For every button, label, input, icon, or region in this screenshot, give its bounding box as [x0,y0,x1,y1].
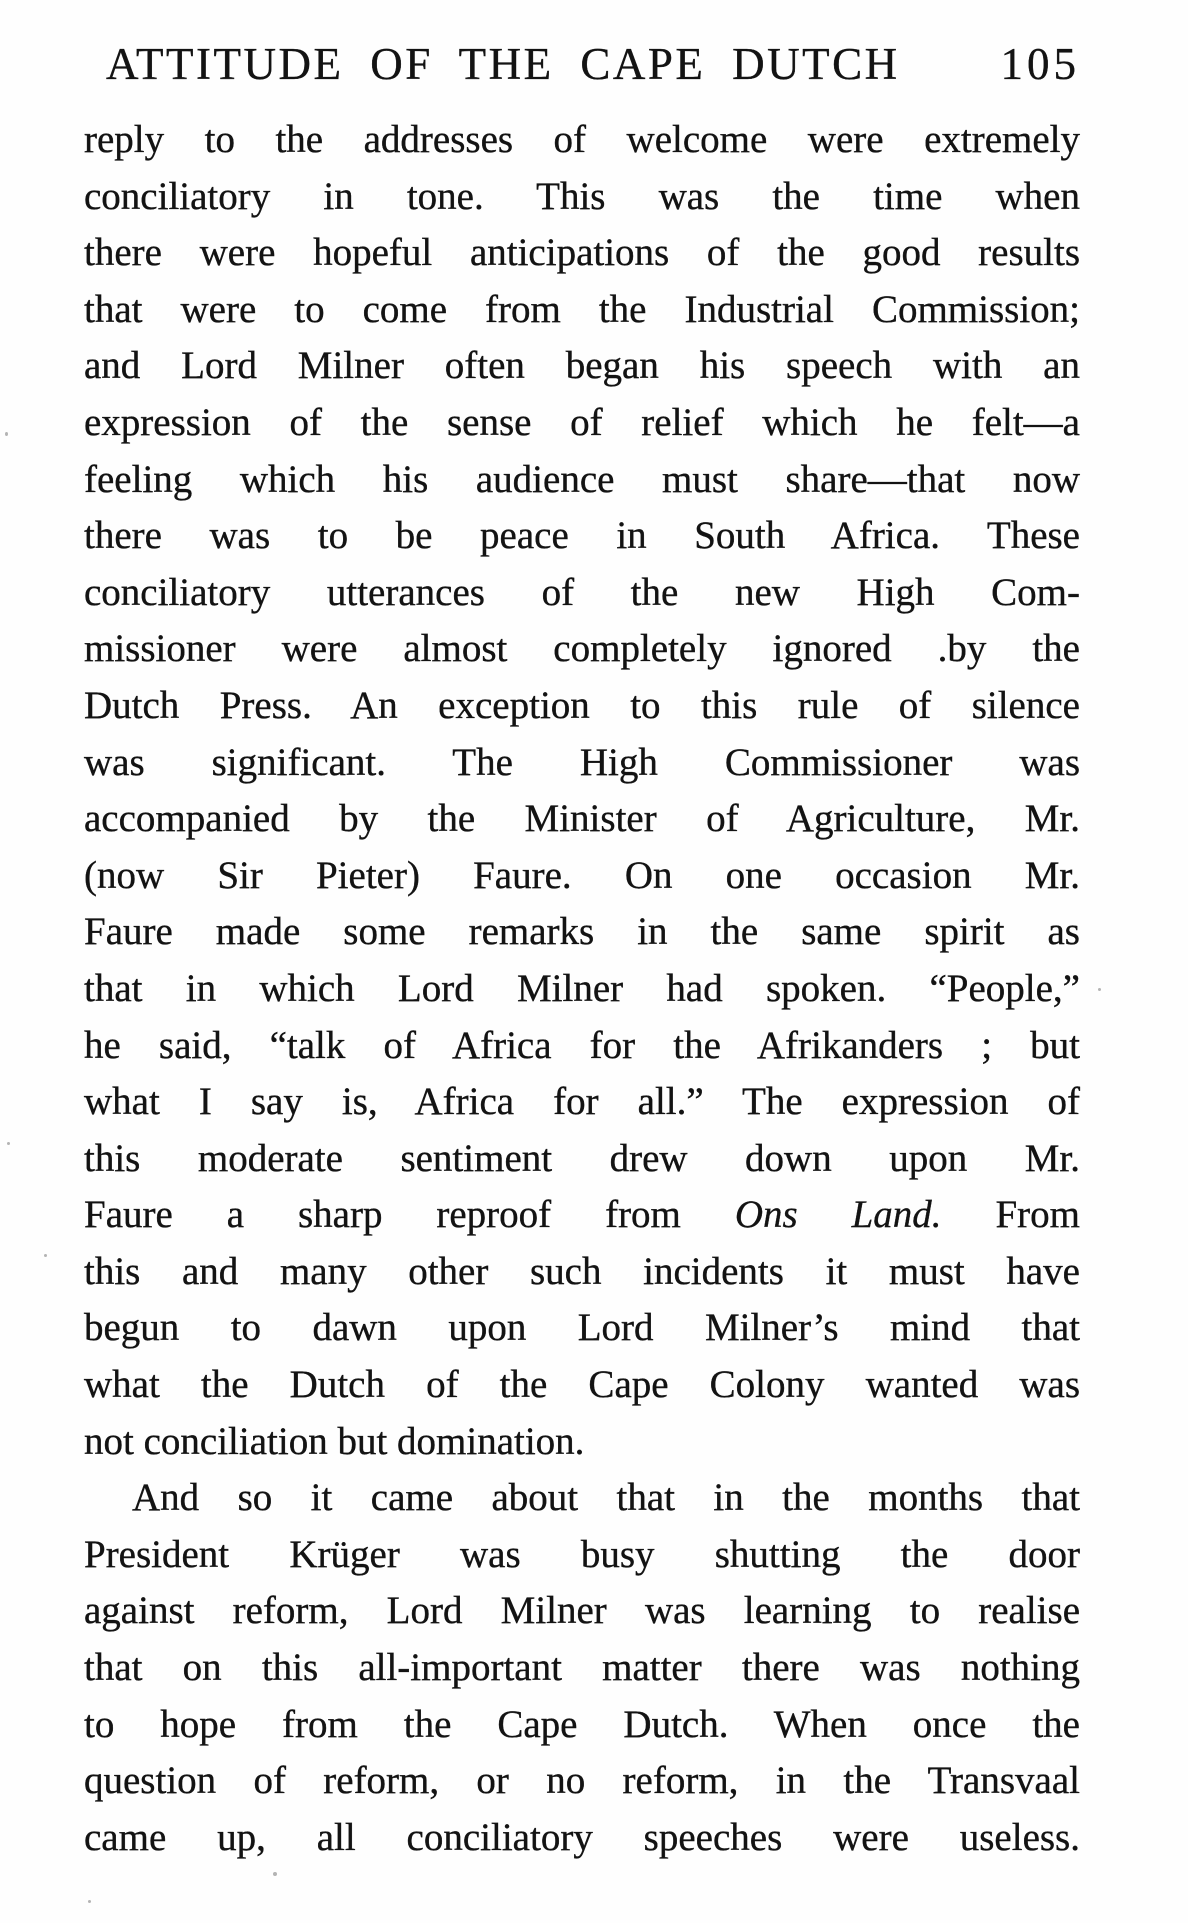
text-line: Dutch Press. An exception to this rule of silence [84,683,1080,727]
text-line: to hope from the Cape Dutch. When once the [84,1702,1080,1746]
scan-speck [273,1872,277,1876]
text-line: expression of the sense of relief which he felt—a [84,400,1080,444]
text-line: this and many other such incidents it must have [84,1249,1080,1293]
text-line: he said, “talk of Africa for the Afrikanders ; but [84,1023,1080,1067]
ons-land-post: From [941,1193,1080,1237]
text-line: conciliatory utterances of the new High Com- [84,570,1080,614]
text-line-ons-land [84,1187,1080,1244]
scan-speck [7,1142,10,1145]
text-line: that were to come from the Industrial Commission; [84,287,1080,331]
text-line: what I say is, Africa for all.” The expression of [84,1080,1080,1124]
header-title: ATTITUDE OF THE CAPE DUTCH [106,39,900,89]
ons-land-italic: Ons Land. [734,1193,942,1237]
scan-speck [1098,988,1101,991]
text-line: and Lord Milner often began his speech with an [84,344,1080,388]
page-body [84,112,1080,1866]
text-line: against reform, Lord Milner was learning to realise [84,1589,1080,1633]
text-line: missioner were almost completely ignored .by the [84,627,1080,671]
running-header [84,39,1080,89]
text-line: conciliatory in tone. This was the time when [84,174,1080,218]
scan-speck [44,1254,47,1257]
text-line: there was to be peace in South Africa. These [84,514,1080,558]
text-line: (now Sir Pieter) Faure. On one occasion Mr. [84,853,1080,897]
text-line: was significant. The High Commissioner was [84,740,1080,784]
text-line: President Krüger was busy shutting the door [84,1532,1080,1576]
text-line: that on this all-important matter there was nothing [84,1646,1080,1690]
text-line: came up, all conciliatory speeches were useless. [84,1815,1080,1859]
scan-speck [5,432,8,436]
text-line: Faure made some remarks in the same spirit as [84,910,1080,954]
ons-land-pre: Faure a sharp reproof from [84,1193,735,1237]
text-line: begun to dawn upon Lord Milner’s mind that [84,1306,1080,1350]
scan-speck [88,1900,91,1903]
text-line: there were hopeful anticipations of the good results [84,231,1080,275]
text-line: what the Dutch of the Cape Colony wanted was [84,1363,1080,1407]
text-line-paragraph-start: And so it came about that in the months that [132,1476,1080,1520]
text-line: feeling which his audience must share—that now [84,457,1080,501]
text-line: not conciliation but domination. [84,1419,585,1463]
text-line: reply to the addresses of welcome were extremely [84,118,1080,161]
page-number: 105 [1000,39,1080,89]
text-line: this moderate sentiment drew down upon Mr. [84,1136,1080,1180]
text-line: question of reform, or no reform, in the Transvaal [84,1759,1080,1803]
text-line: accompanied by the Minister of Agriculture, Mr. [84,797,1080,841]
text-line: that in which Lord Milner had spoken. “People,” [84,966,1080,1010]
